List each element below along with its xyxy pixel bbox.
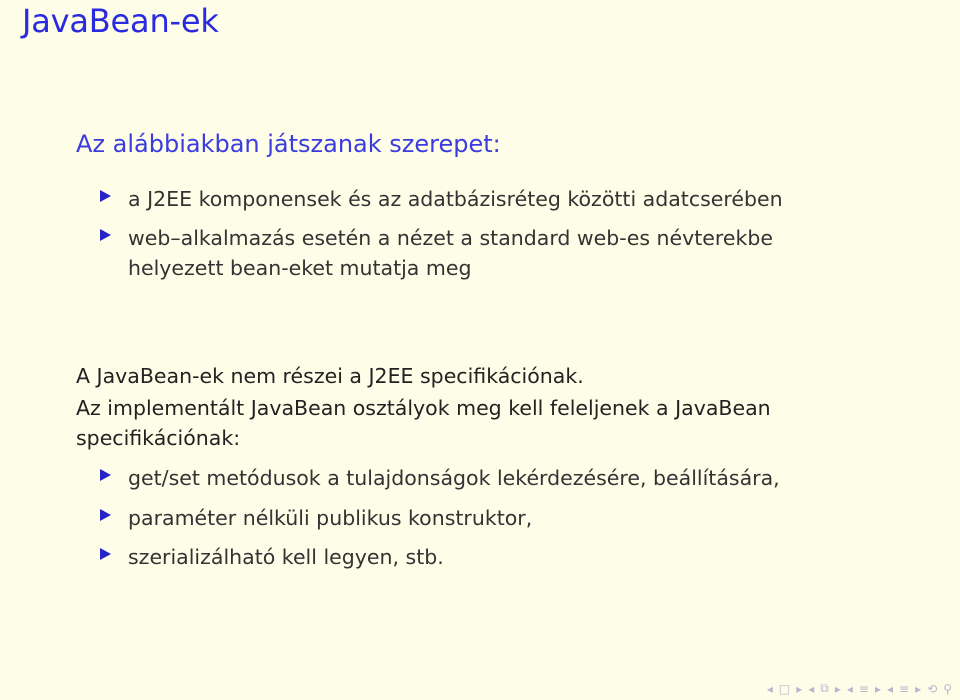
list-item-text: web–alkalmazás esetén a nézet a standard web-es névterekbe helyezett bean-eket mutatja meg [128,226,773,280]
nav-prev-icon[interactable]: ◂ [846,681,853,696]
paragraph-requirements: Az implementált JavaBean osztályok meg kell feleljenek a JavaBean specifikációnak: [76,396,771,450]
frame-title: JavaBean-ek [22,2,219,40]
list-item [0,223,828,283]
beamer-navigation [767,681,952,696]
bullet-triangle-icon [100,548,111,560]
nav-prev-icon[interactable]: ◂ [887,681,894,696]
nav-next-icon[interactable]: ▸ [834,681,841,696]
list-item-text: a J2EE komponensek és az adatbázisréteg közötti adatcserében [128,187,783,211]
nav-prev-icon[interactable]: ◂ [766,681,773,696]
paragraph-spec-note: A JavaBean-ek nem részei a J2EE specifikációnak. [76,364,584,388]
nav-subsection-icon[interactable]: ≡ [899,681,910,696]
bullet-triangle-icon [100,469,111,481]
nav-next-icon[interactable]: ▸ [874,681,882,696]
bullet-triangle-icon [100,190,111,202]
nav-section-icon[interactable]: ≡ [858,681,869,696]
list-item [0,184,828,214]
list-item [0,503,780,533]
nav-frame-icon[interactable]: □ [778,681,791,696]
bullet-triangle-icon [100,509,111,521]
nav-next-icon[interactable]: ▸ [915,681,922,696]
list-item [0,463,780,493]
list-item-text: get/set metódusok a tulajdonságok lekérdezésére, beállítására, [128,466,780,490]
nav-next-icon[interactable]: ▸ [796,681,803,696]
list-item [0,542,780,572]
nav-frame-icon[interactable]: ⧉ [820,681,829,695]
nav-search-icon[interactable]: ⚲ [943,681,952,696]
block-title: Az alábbiakban játszanak szerepet: [76,130,501,158]
list-item-text: paraméter nélküli publikus konstruktor, [128,505,533,530]
nav-prev-icon[interactable]: ◂ [808,681,815,696]
bullet-triangle-icon [100,229,111,241]
list-item-text: szerializálható kell legyen, stb. [128,545,444,569]
bullet-list-roles [0,184,828,292]
bullet-list-requirements [0,463,780,582]
nav-search-icon[interactable]: ⟲ [927,681,938,696]
